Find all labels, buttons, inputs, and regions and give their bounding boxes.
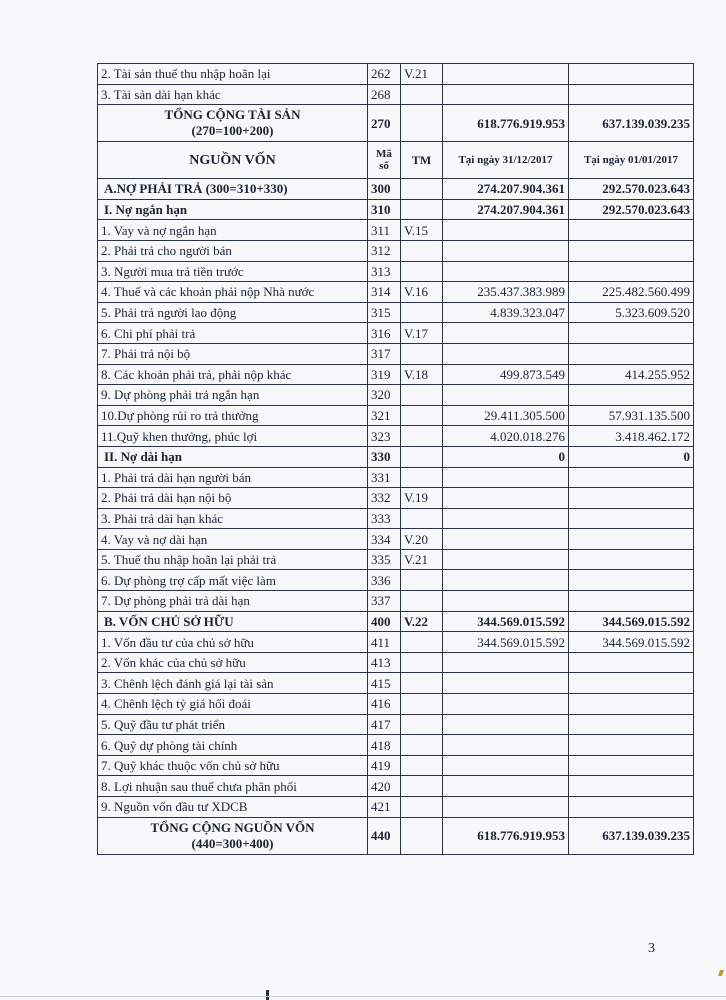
total-assets-label <box>98 105 368 142</box>
table-row <box>98 673 694 694</box>
row-value-2017-12-31 <box>443 735 569 756</box>
table-row <box>98 446 694 467</box>
row-value-2017-12-31: 4.839.323.047 <box>443 302 569 323</box>
table-row <box>98 64 694 85</box>
total-sources-value-2017-12-31: 618.776.919.953 <box>443 817 569 854</box>
row-code: 321 <box>368 405 401 426</box>
row-value-2017-12-31 <box>443 549 569 570</box>
row-note-ref <box>401 735 443 756</box>
row-value-2017-01-01: 344.569.015.592 <box>569 611 694 632</box>
table-row <box>98 385 694 406</box>
row-note-ref: V.20 <box>401 529 443 550</box>
total-sources-value-2017-01-01: 637.139.039.235 <box>569 817 694 854</box>
row-label: 6. Dự phòng trợ cấp mất việc làm <box>98 570 368 591</box>
row-value-2017-12-31: 344.569.015.592 <box>443 611 569 632</box>
row-label: B. VỐN CHỦ SỞ HỮU <box>98 611 368 632</box>
total-sources-title: TỔNG CỘNG NGUỒN VỐN <box>150 819 315 835</box>
row-note-ref: V.16 <box>401 282 443 303</box>
row-label: 6. Quỹ dự phòng tài chính <box>98 735 368 756</box>
row-value-2017-12-31 <box>443 714 569 735</box>
row-code: 262 <box>368 64 401 85</box>
row-note-ref <box>401 467 443 488</box>
row-note-ref <box>401 385 443 406</box>
row-label: 7. Dự phòng phải trả dài hạn <box>98 591 368 612</box>
total-assets-section <box>98 105 694 179</box>
table-row <box>98 467 694 488</box>
row-value-2017-01-01 <box>569 570 694 591</box>
total-assets-value-2017-12-31: 618.776.919.953 <box>443 105 569 142</box>
row-label: A.NỢ PHẢI TRẢ (300=310+330) <box>98 179 368 200</box>
total-assets-title: TỔNG CỘNG TÀI SẢN <box>164 107 301 123</box>
row-value-2017-12-31 <box>443 240 569 261</box>
row-label: 2. Phải trả cho người bán <box>98 240 368 261</box>
row-value-2017-01-01 <box>569 797 694 818</box>
header-date-previous: Tại ngày 01/01/2017 <box>569 142 694 179</box>
row-value-2017-01-01: 292.570.023.643 <box>569 179 694 200</box>
row-code: 320 <box>368 385 401 406</box>
row-label: 9. Dự phòng phải trả ngắn hạn <box>98 385 368 406</box>
row-value-2017-01-01: 225.482.560.499 <box>569 282 694 303</box>
row-value-2017-01-01 <box>569 488 694 509</box>
row-value-2017-01-01 <box>569 261 694 282</box>
total-sources-tm <box>401 817 443 854</box>
row-note-ref <box>401 179 443 200</box>
row-note-ref: V.17 <box>401 323 443 344</box>
row-value-2017-01-01 <box>569 694 694 715</box>
row-note-ref <box>401 755 443 776</box>
table-row <box>98 570 694 591</box>
row-note-ref <box>401 84 443 105</box>
header-sources-label: NGUỒN VỐN <box>98 142 368 179</box>
row-code: 331 <box>368 467 401 488</box>
row-code: 337 <box>368 591 401 612</box>
row-value-2017-12-31: 274.207.904.361 <box>443 179 569 200</box>
row-code: 416 <box>368 694 401 715</box>
row-value-2017-01-01 <box>569 64 694 85</box>
row-code: 417 <box>368 714 401 735</box>
row-code: 420 <box>368 776 401 797</box>
total-sources-label <box>98 817 368 854</box>
row-value-2017-01-01 <box>569 735 694 756</box>
row-value-2017-01-01 <box>569 776 694 797</box>
row-value-2017-01-01 <box>569 343 694 364</box>
table-row <box>98 282 694 303</box>
table-row <box>98 652 694 673</box>
row-code: 334 <box>368 529 401 550</box>
row-code: 418 <box>368 735 401 756</box>
row-label: 5. Quỹ đầu tư phát triển <box>98 714 368 735</box>
sources-rows <box>98 179 694 817</box>
table-row <box>98 797 694 818</box>
row-code: 336 <box>368 570 401 591</box>
row-value-2017-12-31 <box>443 64 569 85</box>
total-sources-row <box>98 817 694 854</box>
row-value-2017-01-01 <box>569 323 694 344</box>
row-note-ref <box>401 694 443 715</box>
row-note-ref: V.15 <box>401 220 443 241</box>
row-note-ref <box>401 797 443 818</box>
row-value-2017-12-31 <box>443 652 569 673</box>
row-label: 5. Thuế thu nhập hoãn lại phải trả <box>98 549 368 570</box>
row-label: 1. Vốn đầu tư của chủ sở hữu <box>98 632 368 653</box>
table-row <box>98 199 694 220</box>
row-code: 323 <box>368 426 401 447</box>
row-note-ref <box>401 508 443 529</box>
row-value-2017-01-01: 0 <box>569 446 694 467</box>
scan-corner-mark <box>718 970 724 976</box>
row-value-2017-01-01 <box>569 385 694 406</box>
row-label: 9. Nguồn vốn đầu tư XDCB <box>98 797 368 818</box>
row-value-2017-01-01: 5.323.609.520 <box>569 302 694 323</box>
row-value-2017-01-01: 3.418.462.172 <box>569 426 694 447</box>
row-note-ref <box>401 714 443 735</box>
row-value-2017-12-31: 499.873.549 <box>443 364 569 385</box>
page-number: 3 <box>648 941 655 956</box>
row-value-2017-01-01 <box>569 591 694 612</box>
row-label: 7. Quỹ khác thuộc vốn chủ sở hữu <box>98 755 368 776</box>
table-row <box>98 508 694 529</box>
sources-header-row <box>98 142 694 179</box>
row-code: 419 <box>368 755 401 776</box>
row-label: 4. Chênh lệch tỷ giá hối đoái <box>98 694 368 715</box>
row-value-2017-12-31 <box>443 467 569 488</box>
row-value-2017-12-31 <box>443 591 569 612</box>
row-label: 10.Dự phòng rủi ro trả thưởng <box>98 405 368 426</box>
row-value-2017-12-31 <box>443 261 569 282</box>
table-row <box>98 405 694 426</box>
row-note-ref <box>401 261 443 282</box>
row-label: 3. Tài sản dài hạn khác <box>98 84 368 105</box>
row-value-2017-12-31 <box>443 673 569 694</box>
row-note-ref <box>401 673 443 694</box>
row-note-ref <box>401 405 443 426</box>
row-value-2017-12-31 <box>443 220 569 241</box>
row-value-2017-01-01 <box>569 467 694 488</box>
row-code: 300 <box>368 179 401 200</box>
row-value-2017-01-01 <box>569 673 694 694</box>
total-assets-formula: (270=100+200) <box>191 123 274 139</box>
row-note-ref: V.21 <box>401 549 443 570</box>
table-row <box>98 549 694 570</box>
row-code: 335 <box>368 549 401 570</box>
total-sources-formula: (440=300+400) <box>191 835 274 851</box>
row-value-2017-01-01: 57.931.135.500 <box>569 405 694 426</box>
row-value-2017-12-31 <box>443 508 569 529</box>
table-row <box>98 632 694 653</box>
table-row <box>98 714 694 735</box>
row-value-2017-12-31 <box>443 797 569 818</box>
row-value-2017-12-31 <box>443 343 569 364</box>
row-value-2017-12-31: 274.207.904.361 <box>443 199 569 220</box>
row-code: 311 <box>368 220 401 241</box>
row-code: 319 <box>368 364 401 385</box>
row-label: 6. Chi phí phải trả <box>98 323 368 344</box>
total-sources-section <box>98 817 694 854</box>
row-value-2017-12-31: 235.437.383.989 <box>443 282 569 303</box>
row-note-ref <box>401 240 443 261</box>
row-code: 411 <box>368 632 401 653</box>
row-code: 316 <box>368 323 401 344</box>
row-value-2017-12-31: 344.569.015.592 <box>443 632 569 653</box>
row-code: 332 <box>368 488 401 509</box>
row-value-2017-01-01 <box>569 240 694 261</box>
table-row <box>98 694 694 715</box>
row-code: 333 <box>368 508 401 529</box>
row-value-2017-01-01: 344.569.015.592 <box>569 632 694 653</box>
table-row <box>98 302 694 323</box>
table-row <box>98 261 694 282</box>
table-row <box>98 488 694 509</box>
row-label: 11.Quỹ khen thưởng, phúc lợi <box>98 426 368 447</box>
row-note-ref <box>401 776 443 797</box>
scan-edge-mark <box>266 990 269 1000</box>
table-row <box>98 611 694 632</box>
row-value-2017-01-01 <box>569 508 694 529</box>
total-assets-row <box>98 105 694 142</box>
row-label: 3. Phải trả dài hạn khác <box>98 508 368 529</box>
row-value-2017-12-31 <box>443 776 569 797</box>
row-code: 400 <box>368 611 401 632</box>
row-label: 4. Thuế và các khoản phải nộp Nhà nước <box>98 282 368 303</box>
table-row <box>98 735 694 756</box>
balance-sheet-table <box>97 63 694 855</box>
total-assets-code: 270 <box>368 105 401 142</box>
header-code-label: Mã số <box>368 142 401 179</box>
row-value-2017-12-31 <box>443 755 569 776</box>
row-value-2017-01-01: 292.570.023.643 <box>569 199 694 220</box>
row-code: 312 <box>368 240 401 261</box>
row-value-2017-01-01 <box>569 652 694 673</box>
table-row <box>98 364 694 385</box>
row-value-2017-12-31 <box>443 570 569 591</box>
row-note-ref: V.18 <box>401 364 443 385</box>
row-label: II. Nợ dài hạn <box>98 446 368 467</box>
row-label: 1. Phải trả dài hạn người bán <box>98 467 368 488</box>
row-label: 8. Các khoản phải trả, phải nộp khác <box>98 364 368 385</box>
row-value-2017-12-31 <box>443 84 569 105</box>
assets-tail-rows <box>98 64 694 105</box>
row-label: I. Nợ ngắn hạn <box>98 199 368 220</box>
row-value-2017-12-31 <box>443 529 569 550</box>
row-note-ref <box>401 343 443 364</box>
header-date-current: Tại ngày 31/12/2017 <box>443 142 569 179</box>
row-code: 421 <box>368 797 401 818</box>
row-note-ref: V.22 <box>401 611 443 632</box>
total-sources-code: 440 <box>368 817 401 854</box>
row-note-ref: V.21 <box>401 64 443 85</box>
row-code: 415 <box>368 673 401 694</box>
row-value-2017-01-01 <box>569 714 694 735</box>
table-row <box>98 529 694 550</box>
row-note-ref <box>401 570 443 591</box>
row-note-ref: V.19 <box>401 488 443 509</box>
row-code: 317 <box>368 343 401 364</box>
row-label: 3. Chênh lệch đánh giá lại tài sản <box>98 673 368 694</box>
row-value-2017-01-01 <box>569 549 694 570</box>
row-value-2017-12-31: 0 <box>443 446 569 467</box>
row-label: 4. Vay và nợ dài hạn <box>98 529 368 550</box>
row-code: 310 <box>368 199 401 220</box>
row-value-2017-01-01 <box>569 84 694 105</box>
row-value-2017-01-01 <box>569 755 694 776</box>
row-note-ref <box>401 652 443 673</box>
header-tm-label: TM <box>401 142 443 179</box>
row-value-2017-12-31 <box>443 488 569 509</box>
row-label: 2. Vốn khác của chủ sở hữu <box>98 652 368 673</box>
scan-bottom-edge <box>0 996 726 997</box>
row-value-2017-12-31: 4.020.018.276 <box>443 426 569 447</box>
table-row <box>98 220 694 241</box>
row-code: 268 <box>368 84 401 105</box>
table-row <box>98 323 694 344</box>
row-code: 315 <box>368 302 401 323</box>
table-row <box>98 776 694 797</box>
total-assets-value-2017-01-01: 637.139.039.235 <box>569 105 694 142</box>
row-value-2017-01-01 <box>569 529 694 550</box>
row-label: 3. Người mua trả tiền trước <box>98 261 368 282</box>
row-value-2017-12-31 <box>443 385 569 406</box>
table-row <box>98 84 694 105</box>
row-note-ref <box>401 426 443 447</box>
row-value-2017-01-01: 414.255.952 <box>569 364 694 385</box>
row-note-ref <box>401 446 443 467</box>
table-row <box>98 240 694 261</box>
table-row <box>98 755 694 776</box>
row-label: 5. Phải trả người lao động <box>98 302 368 323</box>
row-code: 314 <box>368 282 401 303</box>
row-label: 2. Tài sản thuế thu nhập hoãn lại <box>98 64 368 85</box>
table-row <box>98 343 694 364</box>
row-note-ref <box>401 199 443 220</box>
row-note-ref <box>401 591 443 612</box>
row-value-2017-01-01 <box>569 220 694 241</box>
row-label: 7. Phải trả nội bộ <box>98 343 368 364</box>
row-label: 8. Lợi nhuận sau thuế chưa phân phối <box>98 776 368 797</box>
row-note-ref <box>401 302 443 323</box>
table-row <box>98 179 694 200</box>
row-label: 1. Vay và nợ ngắn hạn <box>98 220 368 241</box>
table-row <box>98 426 694 447</box>
row-value-2017-12-31: 29.411.305.500 <box>443 405 569 426</box>
row-note-ref <box>401 632 443 653</box>
table-row <box>98 591 694 612</box>
total-assets-tm <box>401 105 443 142</box>
row-value-2017-12-31 <box>443 694 569 715</box>
row-label: 2. Phải trả dài hạn nội bộ <box>98 488 368 509</box>
row-code: 313 <box>368 261 401 282</box>
row-code: 330 <box>368 446 401 467</box>
row-code: 413 <box>368 652 401 673</box>
row-value-2017-12-31 <box>443 323 569 344</box>
